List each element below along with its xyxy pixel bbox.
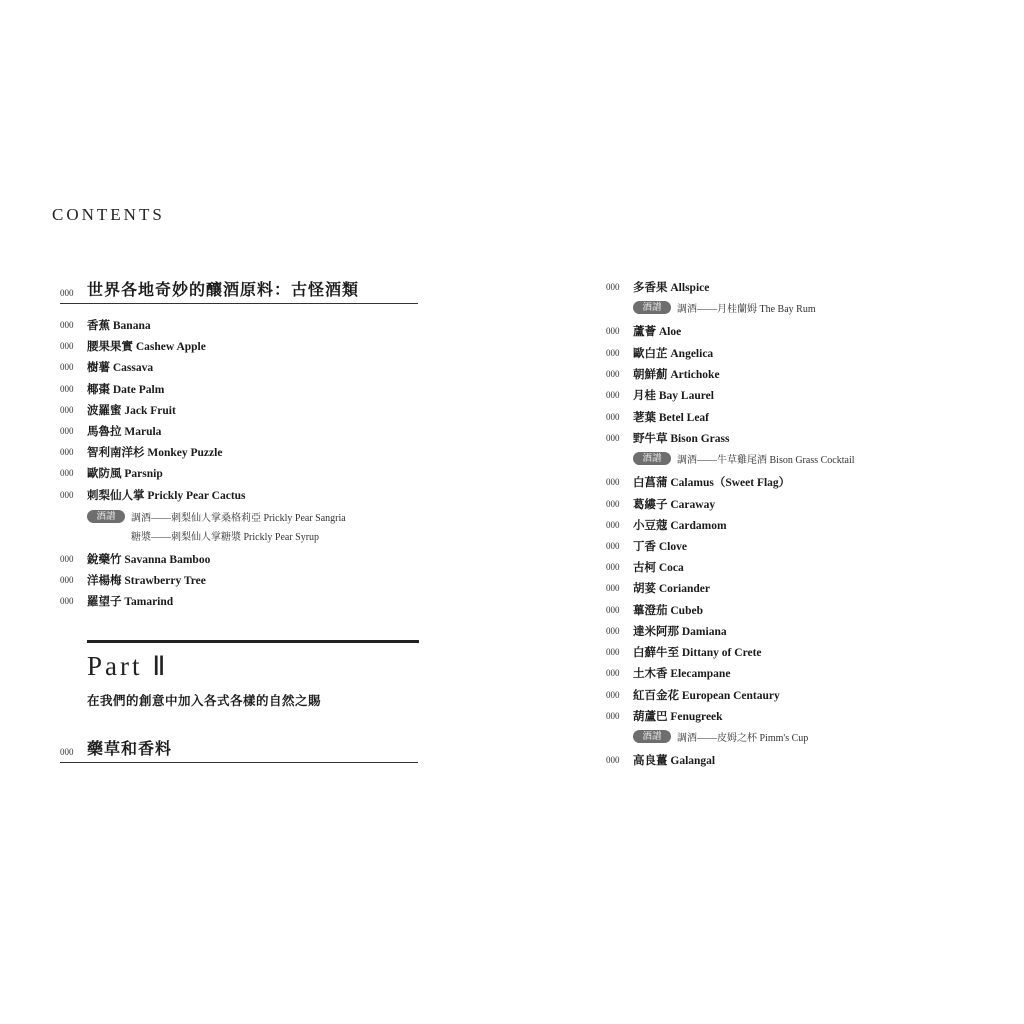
toc-entry[interactable] — [606, 708, 723, 724]
toc-entry[interactable] — [606, 687, 780, 703]
entry-title: 葛縷子 Caraway — [633, 499, 716, 511]
entry-title: 智利南洋杉 Monkey Puzzle — [87, 447, 223, 460]
page-number: 000 — [60, 341, 74, 352]
page-number: 000 — [60, 404, 74, 415]
recipe-text: 調酒——牛草雞尾酒 Bison Grass Cocktail — [677, 455, 855, 466]
recipe-badge: 酒譜 — [633, 730, 671, 743]
recipe-text: 調酒——刺梨仙人掌桑格莉亞 Prickly Pear Sangria — [131, 513, 346, 524]
recipe-badge: 酒譜 — [633, 301, 671, 314]
entry-title: 野牛草 Bison Grass — [633, 433, 730, 445]
recipe-badge: 酒譜 — [87, 510, 125, 523]
part-title: Part Ⅱ — [87, 651, 169, 681]
page-number: 000 — [606, 647, 620, 657]
page-number: 000 — [606, 369, 620, 379]
entry-title: 歐防風 Parsnip — [87, 468, 163, 481]
page-number: 000 — [60, 447, 74, 458]
toc-entry[interactable] — [606, 623, 727, 639]
entry-title: 香蕉 Banana — [87, 320, 151, 332]
recipe-text: 糖漿——刺梨仙人掌糖漿 Prickly Pear Syrup — [131, 532, 320, 543]
page-number: 000 — [606, 605, 620, 615]
entry-title: 蓽澄茄 Cubeb — [633, 605, 703, 617]
page-number: 000 — [606, 755, 620, 765]
recipe-text: 調酒——皮姆之杯 Pimm's Cup — [677, 733, 809, 744]
entry-title: 丁香 Clove — [633, 541, 687, 553]
page-number: 000 — [606, 626, 620, 636]
page-number: 000 — [60, 468, 74, 479]
entry-title: 馬魯拉 Marula — [87, 426, 162, 438]
entry-title: 腰果果實 Cashew Apple — [87, 341, 206, 354]
page-number: 000 — [60, 320, 74, 330]
page-number: 000 — [606, 690, 620, 700]
page-number: 000 — [60, 489, 74, 500]
toc-entry[interactable] — [606, 644, 762, 660]
page-number: 000 — [60, 747, 74, 757]
page-number: 000 — [606, 326, 620, 336]
page-number: 000 — [60, 596, 74, 607]
section-header-weird-liquors[interactable] — [60, 277, 418, 304]
entry-title: 羅望子 Tamarind — [87, 596, 174, 609]
toc-entry[interactable] — [60, 402, 176, 418]
part-subtitle: 在我們的創意中加入各式各樣的自然之賜 — [87, 693, 322, 708]
recipe-row[interactable] — [60, 509, 346, 524]
entry-title: 胡荽 Coriander — [633, 583, 710, 595]
toc-entry[interactable] — [60, 381, 164, 397]
toc-entry[interactable] — [606, 474, 790, 490]
entry-title: 達米阿那 Damiana — [633, 626, 727, 638]
page-number: 000 — [606, 668, 620, 678]
toc-entry[interactable] — [606, 517, 727, 533]
entry-title: 歐白芷 Angelica — [633, 348, 714, 360]
toc-entry[interactable] — [606, 559, 684, 575]
toc-entry[interactable] — [606, 409, 709, 425]
entry-title: 朝鮮薊 Artichoke — [633, 369, 720, 381]
toc-entry[interactable] — [60, 593, 173, 609]
page-number: 000 — [60, 383, 74, 394]
page-number: 000 — [606, 562, 620, 572]
toc-entry[interactable] — [606, 496, 715, 512]
page-number: 000 — [606, 499, 620, 509]
page-number: 000 — [60, 288, 74, 298]
page-number: 000 — [606, 412, 620, 422]
entry-title: 刺梨仙人掌 Prickly Pear Cactus — [87, 489, 246, 502]
entry-title: 月桂 Bay Laurel — [633, 390, 714, 402]
entry-title: 多香果 Allspice — [633, 282, 710, 294]
toc-entry[interactable] — [60, 359, 153, 375]
page-number: 000 — [606, 433, 620, 443]
toc-entry[interactable] — [60, 423, 161, 439]
page-number: 000 — [606, 520, 620, 530]
entry-title: 小豆蔻 Cardamom — [633, 520, 727, 532]
toc-entry[interactable] — [60, 465, 163, 481]
toc-entry[interactable] — [606, 580, 710, 596]
toc-entry[interactable] — [60, 444, 222, 460]
contents-heading: CONTENTS — [52, 205, 165, 224]
part-divider — [87, 640, 419, 643]
entry-title: 白菖蒲 Calamus（Sweet Flag） — [633, 477, 791, 489]
entry-title: 土木香 Elecampane — [633, 668, 731, 680]
page-number: 000 — [60, 575, 74, 586]
page-number: 000 — [606, 477, 620, 487]
recipe-badge: 酒譜 — [633, 452, 671, 465]
page-number: 000 — [606, 282, 620, 292]
entry-title: 荖葉 Betel Leaf — [633, 412, 710, 424]
toc-entry[interactable] — [606, 387, 714, 403]
toc-entry[interactable] — [60, 572, 206, 588]
page-number: 000 — [606, 348, 620, 358]
toc-entry[interactable] — [606, 752, 715, 768]
section-title: 世界各地奇妙的釀酒原料：古怪酒類 — [87, 280, 360, 299]
page-number: 000 — [606, 390, 620, 400]
entry-title: 紅百金花 European Centaury — [633, 690, 780, 702]
toc-entry[interactable] — [60, 487, 246, 503]
entry-title: 蘆薈 Aloe — [633, 326, 682, 338]
toc-entry[interactable] — [606, 366, 720, 382]
recipe-row[interactable] — [131, 528, 319, 543]
toc-entry[interactable] — [60, 317, 151, 333]
toc-entry[interactable] — [606, 538, 687, 554]
entry-title: 古柯 Coca — [633, 562, 684, 574]
entry-title: 波羅蜜 Jack Fruit — [87, 404, 176, 417]
recipe-text: 調酒——月桂蘭姆 The Bay Rum — [677, 304, 816, 315]
toc-entry[interactable] — [606, 430, 730, 446]
entry-title: 椰棗 Date Palm — [87, 383, 165, 396]
recipe-row[interactable] — [606, 300, 816, 315]
page-number: 000 — [60, 362, 74, 373]
page-number: 000 — [60, 426, 74, 436]
entry-title: 銳藥竹 Savanna Bamboo — [87, 554, 211, 566]
entry-title: 葫蘆巴 Fenugreek — [633, 711, 723, 723]
entry-title: 洋楊梅 Strawberry Tree — [87, 575, 206, 588]
entry-title: 白蘚牛至 Dittany of Crete — [633, 647, 762, 659]
entry-title: 高良薑 Galangal — [633, 755, 716, 767]
toc-entry[interactable] — [60, 551, 210, 567]
recipe-row[interactable] — [606, 729, 808, 744]
toc-entry[interactable] — [606, 345, 713, 361]
page-number: 000 — [606, 541, 620, 551]
section-header-herbs-spices[interactable] — [60, 736, 418, 763]
entry-title: 樹薯 Cassava — [87, 362, 154, 375]
section-title: 藥草和香料 — [87, 739, 173, 758]
page-number: 000 — [606, 583, 620, 593]
toc-entry[interactable] — [606, 665, 730, 681]
toc-entry[interactable] — [606, 602, 703, 618]
toc-entry[interactable] — [60, 338, 206, 354]
recipe-row[interactable] — [606, 451, 855, 466]
toc-entry[interactable] — [606, 279, 709, 295]
toc-entry[interactable] — [606, 323, 681, 339]
page-number: 000 — [606, 711, 620, 721]
page-number: 000 — [60, 554, 74, 564]
